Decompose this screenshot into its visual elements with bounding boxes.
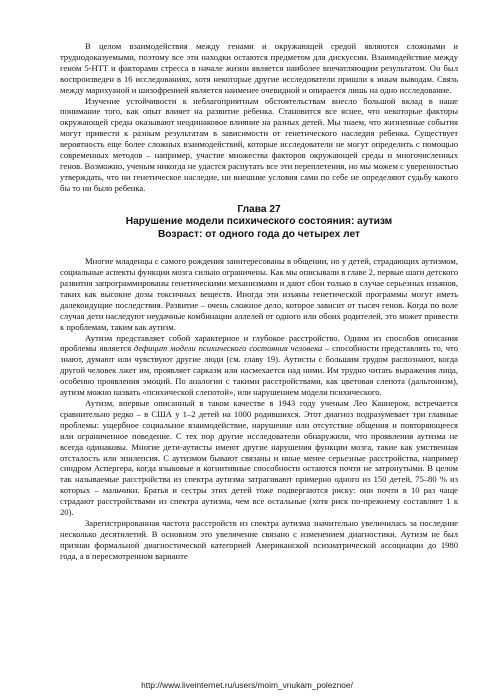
chapter-number: Глава 27 (237, 203, 281, 215)
paragraph: Изучение устойчивости к неблагоприятным обстоятельствам внесло большой вклад в наше понимание того, как опыт влияет на развитие ребенка. Становится все яснее, что некоторые факторы окружающей среды оказывают неодинаковое влияние на разных детей. Мы знаем, что жизненные события могут привести к разным результатам в зависимости от генетического наследия ребенка. Существует вероятность еще более сложных взаимодействий, которые исследователи не могут определить с помощью современных методов – например, участие множества факторов окружающей среды и многочисленных генов. Возможно, ученым никогда не удастся распутать все эти переплетения, но мы можем с уверенностью утверждать, что ни генетическое наследие, ни внешние условия сами по себе не определяют судьбу какого бы то ни было ребенка. (60, 95, 458, 193)
emphasized-term: дефицит модели психического состояния человека (133, 343, 323, 354)
paragraph: Многие младенцы с самого рождения заинтересованы в общении, но у детей, страдающих аутизмом, социальные аспекты функции мозга сильно ограничены. Как мы описывали в главе 2, первые шаги детского развития запрограммированы генетическими механизмами и дают сбои только в случае серьезных изъянов, таких как высокие дозы токсичных веществ. Иногда эти изъяны генетической программы могут иметь далекоидущие последствия. Развитие – очень сложное дело, которое зависит от тысяч генов. Когда по воле случая дети наследуют неудачные комбинации аллелей от одного или обоих родителей, это может привести к проблемам, таким как аутизм. (60, 256, 458, 332)
paragraph-text: Аутизм представляет собой характерное и глубокое расстройство. Одним из способов описания проблемы является (60, 332, 458, 354)
paragraph (60, 333, 458, 398)
paragraph: В целом взаимодействия между генами и окружающей средой являются сложными и труднодоказуемыми, поэтому все эти находки остаются предметом для дискуссии. Взаимодействие между геном 5-HTT и факторами стресса в начале жизни является наиболее впечатляющим результатом. Он был воспроизведен в 16 исследованиях, хотя некоторые другие исследователи пришли к иным выводам. Связь между марихуаной и шизофренией является наименее очевидной и опирается лишь на одно исследование. (60, 41, 458, 95)
section-autism (60, 256, 458, 561)
chapter-subtitle: Возраст: от одного года до четырех лет (157, 228, 361, 240)
paragraph: Зарегистрированная частота расстройств из спектра аутизма значительно увеличилась за последние несколько десятилетий. В основном это увеличение связано с изменением диагностики. Аутизм не был признан формальной диагностической категорией Американской психиатрической ассоциации до 1980 года, а в пересмотренном варианте (60, 517, 458, 561)
section-gene-environment (60, 41, 458, 194)
chapter-title: Нарушение модели психического состояния: аутизм (125, 216, 393, 228)
chapter-heading (60, 204, 458, 242)
source-url-link[interactable]: http://www.liveinternet.ru/users/moim_vnukam_poleznoe/ (141, 680, 353, 690)
paragraph: Аутизм, впервые описанный в таком качестве в 1943 году ученым Лео Каннером, встречается сравнительно редко – в США у 1–2 детей на 1000 родившихся. Этот диагноз подразумевает три главные проблемы: ущербное социальное взаимодействие, нарушение или отсутствие общения и повторяющееся или ограниченное поведение. С тех пор другие исследователи обнаружили, что проявления аутизма не всегда одинаковы. Многие дети-аутисты имеют другие нарушения функции мозга, такие как умственная отсталость или эпилепсия. С аутизмом бывают связаны и иные менее серьезные расстройства, например синдром Аспергера, когда языковые и когнитивные способности остаются почти не затронутыми. В целом так называемые расстройства из спектра аутизма затрагивают примерно одного из 150 детей, 75–80 % из которых – мальчики. Братья и сестры этих детей тоже подвергаются риску: они почти в 10 раз чаще страдают расстройствами из спектра аутизма, чем все остальные (хотя риск по-прежнему составляет 1 к 20). (60, 397, 458, 518)
paragraph-text: – способности представлять то, что знают, думают или чувствуют другие люди (см. главу 19). Аутисты с большим трудом распознают, когда другой человек лжет им, проявляет сарказм или насмехается над ними. Им трудно читать выражения лица, особенно проявления эмоций. По аналогии с такими расстройствами, как цветовая слепота (дальтонизм), аутизм можно назвать «психической слепотой», или нарушением модели психического. (60, 343, 458, 398)
